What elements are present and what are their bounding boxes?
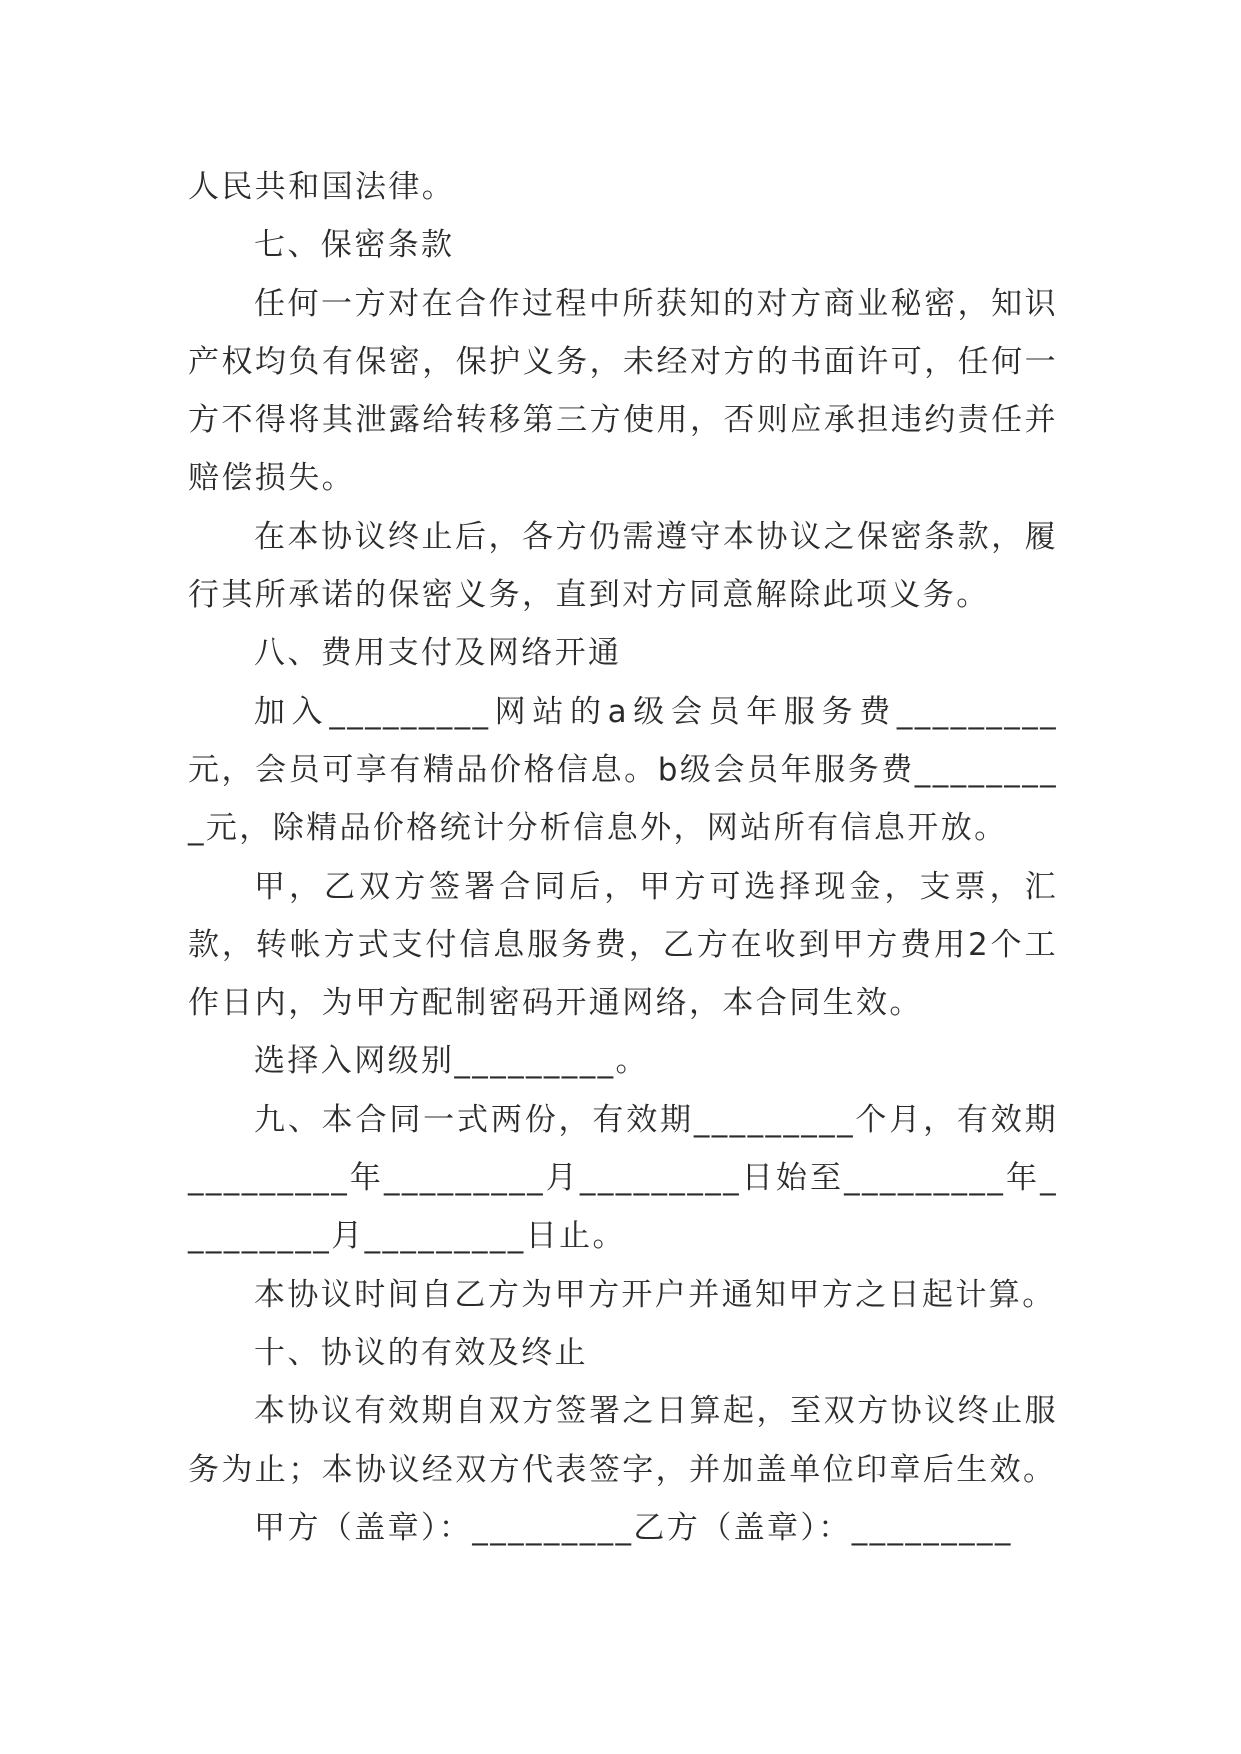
signature-line: 甲方（盖章）：_________乙方（盖章）：_________: [254, 1509, 1013, 1546]
paragraph-law-ending: 人民共和国法律。: [188, 169, 456, 205]
paragraph-validity-period: 九、本合同一式两份，有效期_________个月，有效期_________年_________月_________日始至_________年_________月_________日止。: [188, 1101, 1058, 1255]
paragraph-effective-term: 本协议有效期自双方签署之日算起，至双方协议终止服务为止；本协议经双方代表签字，并加盖单位印章后生效。: [188, 1393, 1058, 1488]
paragraph-confidentiality-obligation: 任何一方对在合作过程中所获知的对方商业秘密，知识产权均负有保密，保护义务，未经对方的书面许可，任何一方不得将其泄露给转移第三方使用，否则应承担违约责任并赔偿损失。: [188, 285, 1058, 497]
paragraph-time-calculation: 本协议时间自乙方为甲方开户并通知甲方之日起计算。: [254, 1276, 1056, 1313]
document-body: [188, 158, 1058, 1557]
paragraph-payment-methods: 甲，乙双方签署合同后，甲方可选择现金，支票，汇款，转帐方式支付信息服务费，乙方在收到甲方费用2个工作日内，为甲方配制密码开通网络，本合同生效。: [188, 868, 1058, 1022]
heading-validity-termination: 十、协议的有效及终止: [254, 1334, 588, 1371]
paragraph-confidentiality-after-termination: 在本协议终止后，各方仍需遵守本协议之保密条款，履行其所承诺的保密义务，直到对方同意解除此项义务。: [188, 518, 1058, 614]
heading-confidentiality: 七、保密条款: [254, 227, 455, 264]
paragraph-membership-fees: 加入_________网站的a级会员年服务费_________元，会员可享有精品价格信息。b级会员年服务费_________元，除精品价格统计分析信息外，网站所有信息开放。: [188, 693, 1058, 847]
paragraph-network-level: 选择入网级别_________。: [254, 1043, 649, 1080]
heading-fees-and-network: 八、费用支付及网络开通: [254, 635, 622, 672]
